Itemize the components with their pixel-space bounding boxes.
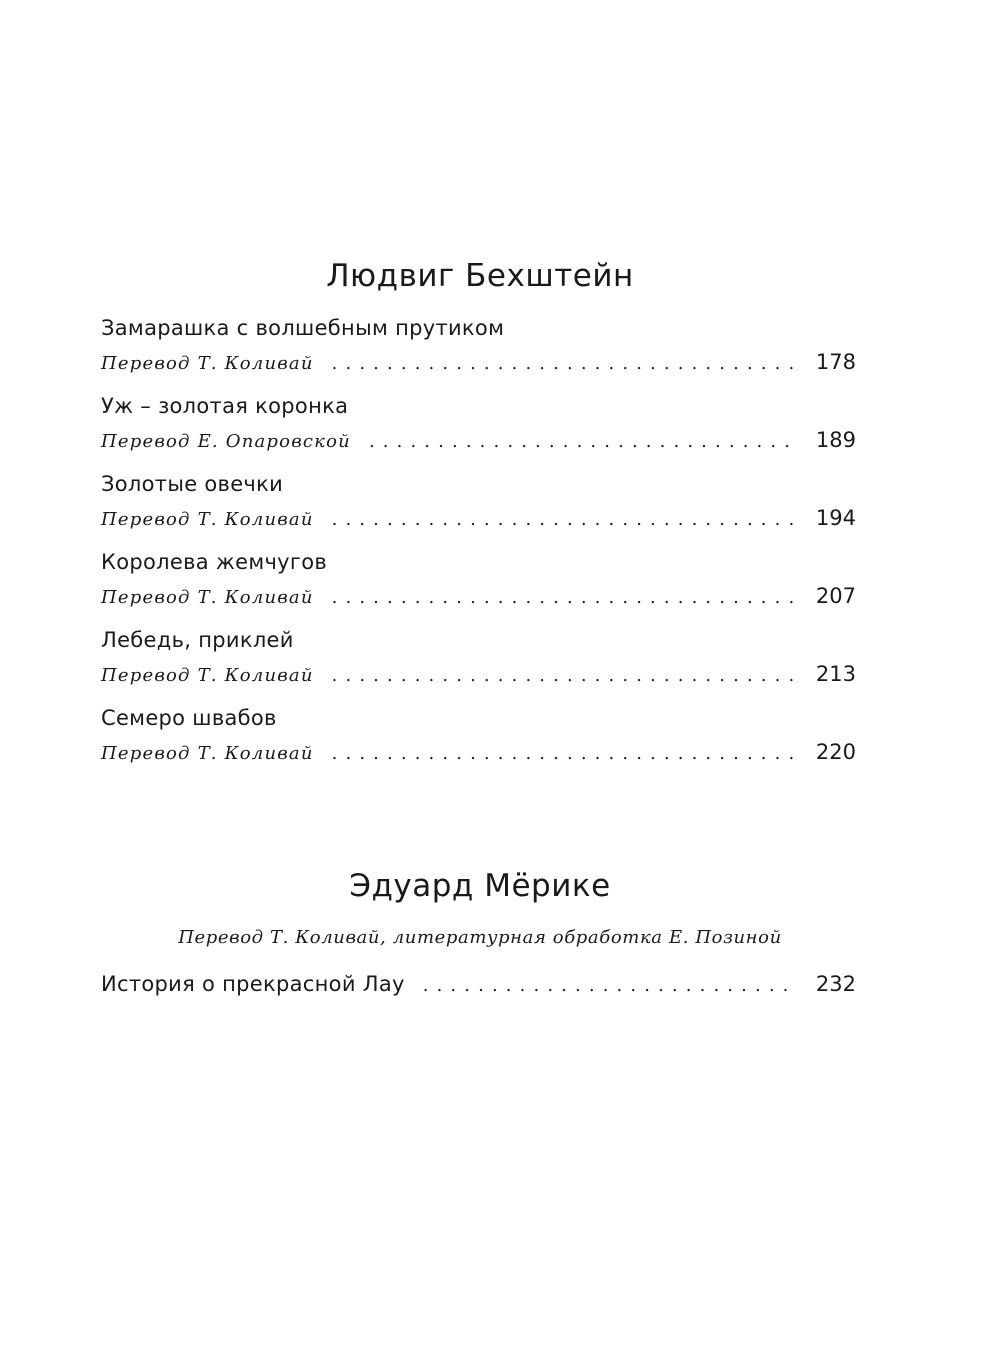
- toc-entry[interactable]: [101, 392, 856, 470]
- entry-title: Замарашка с волшебным прутиком: [101, 316, 505, 340]
- toc-entry[interactable]: [101, 626, 856, 704]
- page-number: 213: [815, 662, 856, 686]
- page-number: 189: [815, 428, 856, 452]
- entry-title: Золотые овечки: [101, 472, 284, 496]
- page-number: 194: [815, 506, 856, 530]
- entry-detail-line: [101, 348, 856, 376]
- entries-list: [101, 968, 856, 1000]
- entry-detail-line: [101, 738, 856, 766]
- entry-title: История о прекрасной Лау: [101, 972, 405, 996]
- toc-entry[interactable]: [101, 470, 856, 548]
- entry-detail-line: [101, 582, 856, 610]
- entry-detail-line: [101, 426, 856, 454]
- toc-entry[interactable]: [101, 968, 856, 1000]
- entry-title: Королева жемчугов: [101, 550, 328, 574]
- translator-credit: Перевод Т. Коливай: [101, 587, 314, 608]
- page-number: 220: [815, 740, 856, 764]
- entry-title: Семеро швабов: [101, 706, 277, 730]
- translator-credit: Перевод Т. Коливай, литературная обработка Е. Позиной: [178, 927, 782, 948]
- dot-leader: [369, 428, 794, 456]
- author-heading: Эдуард Мёрике: [349, 868, 611, 904]
- page-number: 232: [815, 972, 856, 996]
- translator-credit: Перевод Т. Коливай: [101, 743, 314, 764]
- translator-credit: Перевод Т. Коливай: [101, 665, 314, 686]
- entry-title: Уж – золотая коронка: [101, 394, 349, 418]
- toc-entry[interactable]: [101, 548, 856, 626]
- page-number: 178: [815, 350, 856, 374]
- dot-leader: [332, 350, 794, 378]
- toc-entry[interactable]: [101, 704, 856, 782]
- dot-leader: [332, 584, 794, 612]
- translator-credit: Перевод Е. Опаровской: [101, 431, 351, 452]
- page-number: 207: [815, 584, 856, 608]
- entry-detail-line: [101, 660, 856, 688]
- toc-entry[interactable]: [101, 314, 856, 392]
- entries-list: [101, 314, 856, 782]
- dot-leader: [332, 506, 794, 534]
- entry-title: Лебедь, приклей: [101, 628, 294, 652]
- dot-leader: [332, 662, 794, 690]
- author-heading: Людвиг Бехштейн: [326, 258, 634, 294]
- translator-credit: Перевод Т. Коливай: [101, 509, 314, 530]
- dot-leader: [423, 972, 794, 1000]
- translator-credit: Перевод Т. Коливай: [101, 353, 314, 374]
- entry-detail-line: [101, 504, 856, 532]
- dot-leader: [332, 740, 794, 768]
